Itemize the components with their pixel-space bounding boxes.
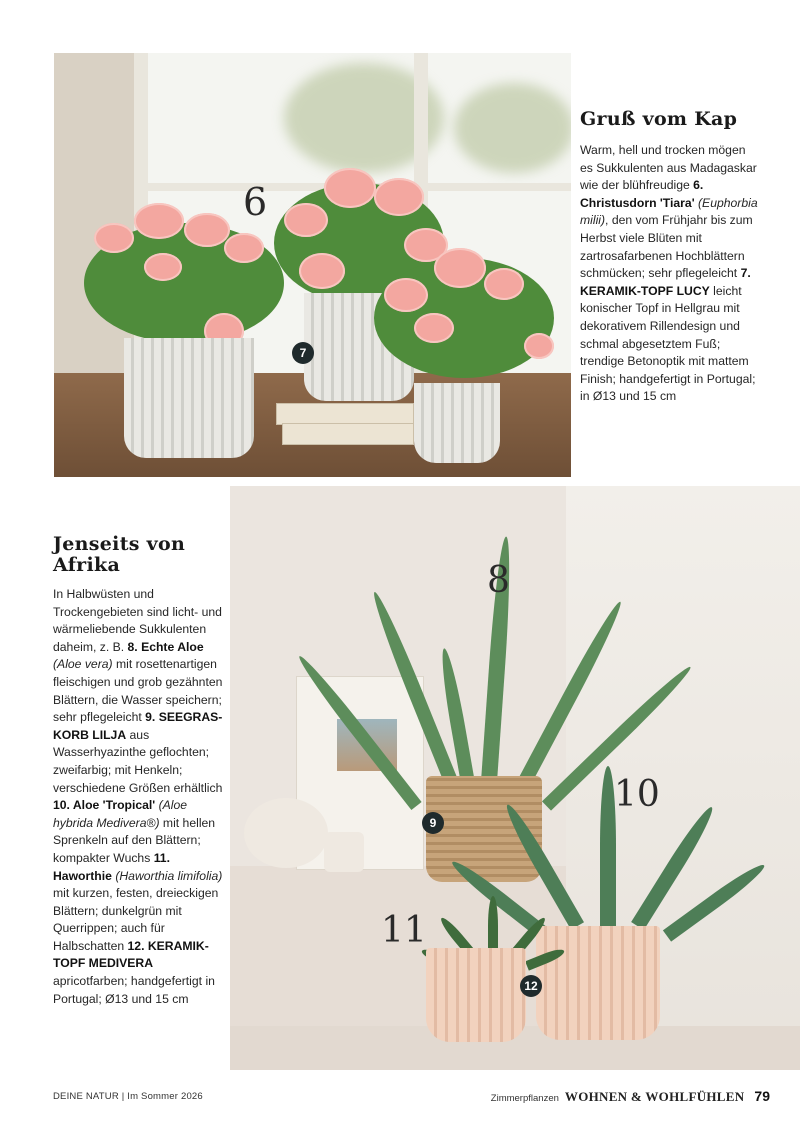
figure-number-6: 6 <box>243 180 268 224</box>
section-body-kap <box>580 142 760 406</box>
body-run: mit rosettenartigen fleischigen und grob gezähnten Blättern, die Wasser speichern; sehr pflegeleicht <box>53 657 223 725</box>
photo-aloe <box>230 486 800 1070</box>
photo-pot-right <box>414 383 500 463</box>
article-section-kap <box>580 108 760 406</box>
body-run: mit hellen Sprenkeln auf den Blättern; kompakter Wuchs <box>53 815 216 865</box>
photo-book <box>276 403 414 425</box>
botanical-name: Medivera®) <box>92 815 163 830</box>
product-label: 6. Christusdorn 'Tiara' <box>580 178 704 210</box>
botanical-name: (Aloe vera) <box>53 657 113 672</box>
figure-badge-7: 7 <box>292 342 314 364</box>
product-label: 7. KERAMIK-TOPF LUCY <box>580 266 751 298</box>
section-heading-kap: Gruß vom Kap <box>580 108 738 130</box>
footer-section: Zimmerpflanzen <box>490 1093 559 1104</box>
botanical-name: (Aloe hybrida <box>53 798 188 830</box>
article-section-afrika <box>53 534 225 1008</box>
product-label: 8. Echte Aloe <box>127 639 204 654</box>
section-body-afrika <box>53 586 225 1008</box>
photo-book <box>282 423 414 445</box>
figure-badge-9: 9 <box>422 812 444 834</box>
body-run: , den vom Frühjahr bis zum Herbst viele Blüten mit zartrosafarbenen Hochblättern schmücken; sehr pflegeleicht <box>580 213 753 281</box>
product-label: 10. Aloe 'Tropical' <box>53 798 156 813</box>
figure-badge-12: 12 <box>520 975 542 997</box>
page-number: 79 <box>754 1088 770 1104</box>
body-run: apricotfarben; handgefertigt in Portugal; Ø13 und 15 cm <box>53 974 215 1006</box>
photo-wall <box>54 53 134 383</box>
footer-magazine <box>491 1088 770 1105</box>
botanical-name: (Haworthia limifolia) <box>115 868 223 883</box>
product-label: 12. KERAMIK-TOPF MEDIVERA <box>53 938 209 971</box>
heading-line: Jenseits von <box>53 533 186 555</box>
body-run: mit kurzen, festen, dreieckigen Blättern; dunkelgrün mit Querrippen; auch für Halbschatten <box>53 886 219 953</box>
heading-line: Afrika <box>53 554 121 576</box>
botanical-name: (Euphorbia milii) <box>580 195 758 228</box>
figure-number-8: 8 <box>487 560 510 601</box>
section-heading-afrika <box>53 534 225 576</box>
body-run: leicht konischer Topf in Hellgrau mit dekorativem Rillendesign und schmal abgesetztem Fuß; trendige Betonoptik mit mattem Finish; handgefertigt in Portugal; in Ø13 und 15 cm <box>580 283 756 404</box>
body-run: In Halbwüsten und Trockengebieten sind licht- und wärmeliebende Sukkulenten daheim, z. B. <box>53 587 222 654</box>
product-label: 9. SEEGRAS-KORB LILJA <box>53 710 223 742</box>
figure-number-10: 10 <box>614 774 660 815</box>
footer-issue: DEINE NATUR | Im Sommer 2026 <box>53 1091 203 1102</box>
footer-magazine-title: WOHNEN & WOHLFÜHLEN <box>564 1089 745 1104</box>
photo-pot-left <box>124 338 254 458</box>
photo-pot-medivera <box>536 926 660 1040</box>
body-run: Warm, hell und trocken mögen es Sukkulenten aus Madagaskar wie der blühfreudige <box>580 143 757 193</box>
body-run: aus Wasserhyazinthe geflochten; zweifarbig; mit Henkeln; verschiedene Größen erhältlich <box>53 727 223 795</box>
photo-pot-haworthia <box>426 948 526 1042</box>
figure-number-11: 11 <box>381 910 427 951</box>
photo-teapot <box>244 798 328 868</box>
photo-cup <box>324 832 364 872</box>
photo-christusdorn <box>54 53 571 477</box>
product-label: 11. Haworthie <box>53 850 170 883</box>
